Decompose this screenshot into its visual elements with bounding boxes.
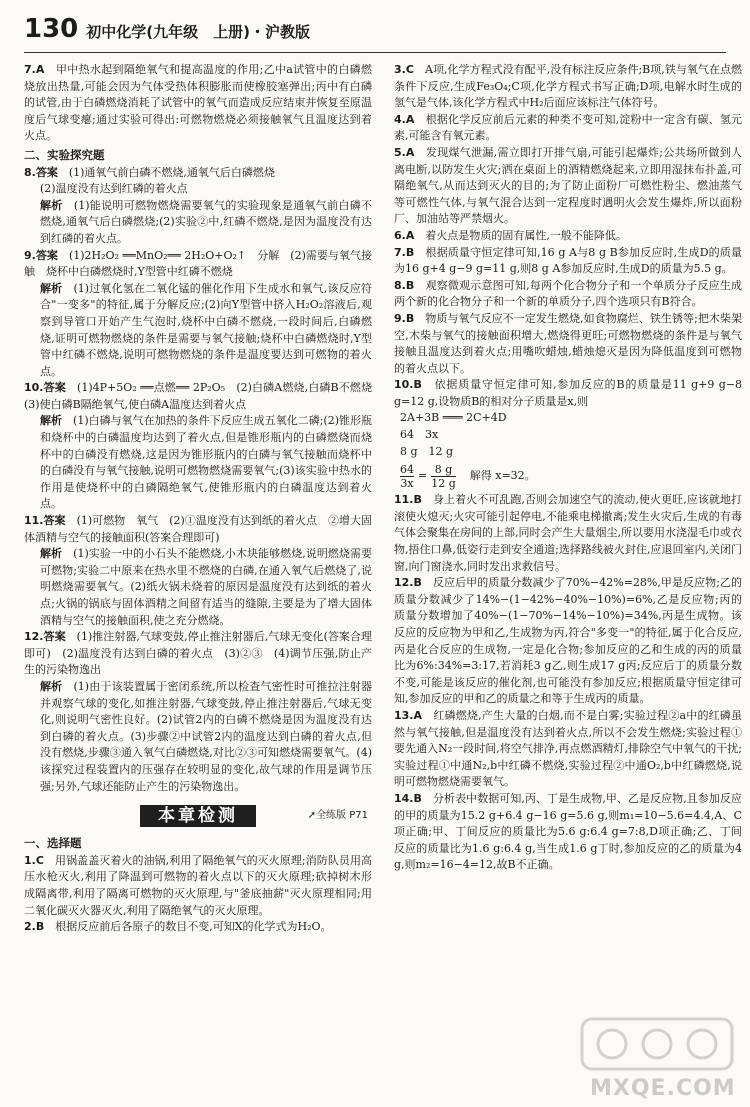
choice-4: 4.A 根据化学反应前后元素的种类不变可知,淀粉中一定含有碳、氢元素,可能含有氧元素。 — [394, 112, 742, 143]
choice-2: 2.B 根据反应前后各原子的数目不变,可知X的化学式为H₂O。 — [24, 920, 332, 934]
page-number: 130 — [24, 14, 79, 44]
choice-8: 8.B 观察微观示意图可知,每两个化合物分子和一个单质分子反应生成两个新的化合物分子和一个新的单质分子,四个选项只有B符合。 — [394, 278, 743, 309]
choice-5: 5.A 发现煤气泄漏,需立即打开排气扇,可能引起爆炸;公共场所做到人离电断,以防发生火灾;洒在桌面上的酒精燃烧起来,立即用湿抹布扑盖,可隔绝氧气,从而达到灭火的目的;为了防止面粉厂可燃性粉尘、燃油蒸气等可燃性气体,与氧气混合达到一定程度时遇明火会发生爆炸,所以面粉厂、加油站等严禁烟火。 — [394, 145, 742, 226]
item-8-answer: 8.答案 (1)通氧气前白磷不燃烧,通氧气后白磷燃烧 — [24, 165, 275, 179]
item-12-answer: 12.答案 (1)推注射器,气球变鼓,停止推注射器后,气球无变化(答案合理即可) (2)温度没有达到白磷的着火点 (3)②③ (4)调节压强,防止产生的污染物逸出 — [24, 630, 373, 677]
item-8-answer-2: (2)温度没有达到红磷的着火点 — [40, 182, 188, 196]
fraction-right: $\frac{8 g}{12 g}$ — [431, 462, 456, 490]
section-heading-choice: 一、选择题 — [24, 836, 82, 851]
item-9-analysis: 解析 (1)过氧化氢在二氧化锰的催化作用下生成水和氧气,该反应符合"一变多"的特征,属于分解反应;(2)向Y型管中挤入H₂O₂溶液后,观察到导管口开始产生气泡时,烧杯中白磷不燃烧,一段时间后,白磷燃烧,证明可燃物燃烧的条件是需要与氧气接触;烧杯中白磷燃烧时,Y型管中红磷不燃烧,说明可燃物燃烧的条件是温度要达到可燃物的着火点。 — [40, 281, 373, 378]
item-7: 7.A 甲中热水起到隔绝氧气和提高温度的作用;乙中a试管中的白磷燃烧放出热量,可能会因为气体受热体积膨胀而使橡胶塞弹出;丙中有白磷的试管,由于白磷燃烧消耗了试管中的氧气而造成反应结束并恢复至原温度后气球变瘪;通过实验可得出:可燃物燃烧必须接触氧气且温度达到着火点。 — [24, 63, 372, 143]
choice-10: 10.B 依据质量守恒定律可知,参加反应的B的质量是11 g+9 g−8 g=12 g,设物质B的相对分子质量是x,则 — [394, 378, 742, 408]
solution: 解得 x=32。 — [469, 468, 536, 482]
choice-1: 1.C 用锅盖盖灭着火的油锅,利用了隔绝氧气的灭火原理;消防队员用高压水枪灭火,利用了降温到可燃物的着火点以下的灭火原理;砍掉树木形成隔离带,利用了隔离可燃物的灭火原理,与"釜底抽薪"灭火原理相同;用二氧化碳灭火器灭火,利用了隔绝氧气的灭火原理。 — [24, 853, 373, 917]
page-header — [24, 14, 310, 54]
section-heading-experiment: 二、实验探究题 — [24, 147, 105, 162]
item-12-analysis: 解析 (1)由于该装置属于密闭系统,所以检查气密性时可推拉注射器并观察气球的变化,如推注射器,气球变鼓,停止推注射器后,气球无变化,则说明气密性良好。(2)试管2内的白磷不燃烧是因为温度没有达到白磷的着火点。(3)步骤②中试管2内的温度达到白磷的着火点,但没有燃烧,步骤③通入氧气白磷燃烧,对比②③可知燃烧需要氧气。(4)该探究过程装置内的压强存在较明显的变化,故气球的作用是调节压强;另外,气球还能防止产生的污染物逸出。 — [40, 679, 373, 793]
arrow-icon: ➚ — [307, 809, 317, 821]
book-title: 初中化学(九年级 上册)・沪教版 — [86, 23, 310, 41]
choice-13: 13.A 红磷燃烧,产生大量的白烟,而不是白雾;实验过程②a中的红磷虽然与氧气接触,但是温度没有达到着火点,所以不会发生燃烧;实验过程①要先通入N₂一段时间,将空气排净,再点燃酒精灯,排除空气中氧气的干扰;实验过程①中通N₂,b中红磷不燃烧,实验过程②中通O₂,b中红磷燃烧,说明可燃物燃烧需要氧气。 — [394, 708, 742, 789]
choice-9: 9.B 物质与氧气反应不一定发生燃烧,如食物腐烂、铁生锈等;把木柴架空,木柴与氧气的接触面积增大,燃烧得更旺;可燃物燃烧的条件是与氧气接触且温度达到着火点;用嘴吹蜡烛,蜡烛熄灭是因为降低温度到可燃物的着火点以下。 — [394, 311, 743, 375]
choice-11: 11.B 身上着火不可乱跑,否则会加速空气的流动,使火更旺,应该就地打滚使火熄灭;火灾可能引起停电,不能乘电梯撤离;发生火灾后,生成的有毒气体会聚集在房间的上部,同时会产生大量烟尘,所以要用水浇湿毛巾或衣物,捂住口鼻,低姿行走到安全通道;选择路线被火封住,应退回室内,关闭门窗,向门窗浇水,同时发出求救信号。 — [394, 493, 742, 573]
ratio-line-1: 64 3x — [400, 428, 439, 442]
item-11-analysis: 解析 (1)实验一中的小石头不能燃烧,小木块能够燃烧,说明燃烧需要可燃物;实验二中原来在热水里不燃烧的白磷,在通入氧气后燃烧了,说明燃烧需要氧气。(2)纸火锅未烧着的原因是温度没有达到纸的着火点;火锅的锅底与固体酒精之间留有适当的缝隙,主要是为了增大固体酒精与空气的接触面积,使之充分燃烧。 — [40, 547, 373, 627]
chapter-test-page-ref: ➚全练版 P71 — [307, 809, 368, 821]
watermark-text: MXQE.COM — [590, 1076, 736, 1101]
chapter-test-banner — [24, 801, 372, 831]
choice-6: 6.A 着火点是物质的固有属性,一般不能降低。 — [394, 228, 627, 242]
item-8-analysis: 解析 (1)能说明可燃物燃烧需要氧气的实验现象是通氧气前白磷不燃烧,通氧气后白磷燃烧;(2)实验②中,红磷不燃烧,是因为温度没有达到红磷的着火点。 — [40, 198, 373, 245]
header-rule — [24, 52, 726, 53]
item-11-answer: 11.答案 (1)可燃物 氧气 (2)①温度没有达到纸的着火点 ②增大固体酒精与空气的接触面积(答案合理即可) — [24, 514, 373, 544]
item-9-answer: 9.答案 (1)2H₂O₂ ══MnO₂══ 2H₂O+O₂↑ 分解 (2)需要与氧气接触 烧杯中白磷燃烧时,Y型管中红磷不燃烧 — [24, 248, 373, 279]
choice-12: 12.B 反应后甲的质量分数减少了70%−42%=28%,甲是反应物;乙的质量分数减少了14%−(1−42%−40%−10%)=6%,乙是反应物;丙的质量分数增加了40%−(1−70%−14%−10%)=34%,丙是生成物。该反应的反应物为甲和乙,生成物为丙,符合"多变一"的特征,属于化合反应,丙是化合反应的生成物,一定是化合物;参加反应的乙和生成的丙的质量比为6%:34%=3:17,若消耗3 g乙,则生成17 g丙;反应后丁的质量分数不变,可能是该反应的催化剂,也可能没有参加反应;根据质量守恒定律可知,参加反应的甲和乙的质量之和等于生成丙的质量。 — [394, 576, 743, 706]
choice-7: 7.B 根据质量守恒定律可知,16 g A与8 g B参加反应时,生成D的质量为16 g+4 g−9 g=11 g,则8 g A参加反应时,生成D的质量为5.5 g。 — [394, 245, 743, 276]
fraction-left: $\frac{64}{3x}$ — [400, 462, 414, 490]
item-10-analysis: 解析 (1)白磷与氧气在加热的条件下反应生成五氧化二磷;(2)锥形瓶和烧杯中的白磷温度均达到了着火点,但是锥形瓶内的白磷燃烧而烧杯中的白磷没有燃烧,这是因为锥形瓶内的白磷与氧气接触而烧杯中的白磷没有与氧气接触,说明可燃物燃烧需要氧气;(3)该实验中热水的作用是使烧杯中的白磷隔绝氧气,使锥形瓶内的白磷温度达到着火点。 — [40, 414, 373, 511]
chapter-test-title: 本章检测 — [140, 805, 256, 828]
item-10-answer: 10.答案 (1)4P+5O₂ ══点燃══ 2P₂O₅ (2)白磷A燃烧,白磷B不燃烧 (3)使白磷B隔绝氧气,使白磷A温度达到着火点 — [24, 381, 384, 411]
left-column — [24, 62, 384, 1102]
right-column — [394, 62, 742, 1102]
choice-14: 14.B 分析表中数据可知,丙、丁是生成物,甲、乙是反应物,且参加反应的甲的质量为15.2 g+6.4 g−16 g=5.6 g,则m₁=10−5.6=4.4,A、C项正确;甲、丁间反应的质量比为5.6 g:6.4 g=7:8,D项正确;乙、丁间反应的质量比为1.6 g:6.4 g,当生成1.6 g丁时,参加反应的乙的质量为4 g,则m₂=16−4=12,故B不正确。 — [394, 791, 742, 872]
watermark-logo — [572, 1011, 742, 1101]
ratio-line-2: 8 g 12 g — [400, 444, 454, 458]
proportion: $\frac{64}{3x}$ = $\frac{8 g}{12 g}$ 解得 x=32。 — [400, 462, 536, 490]
choice-3: 3.C A项,化学方程式没有配平,没有标注反应条件;B项,铁与氧气在点燃条件下反应,生成Fe₃O₄;C项,化学方程式书写正确;D项,电解水时生成的氢气是气体,该化学方程式中H₂后面应该标注气体符号。 — [394, 63, 742, 110]
equation-line: 2A+3B ═══ 2C+4D — [400, 411, 507, 425]
